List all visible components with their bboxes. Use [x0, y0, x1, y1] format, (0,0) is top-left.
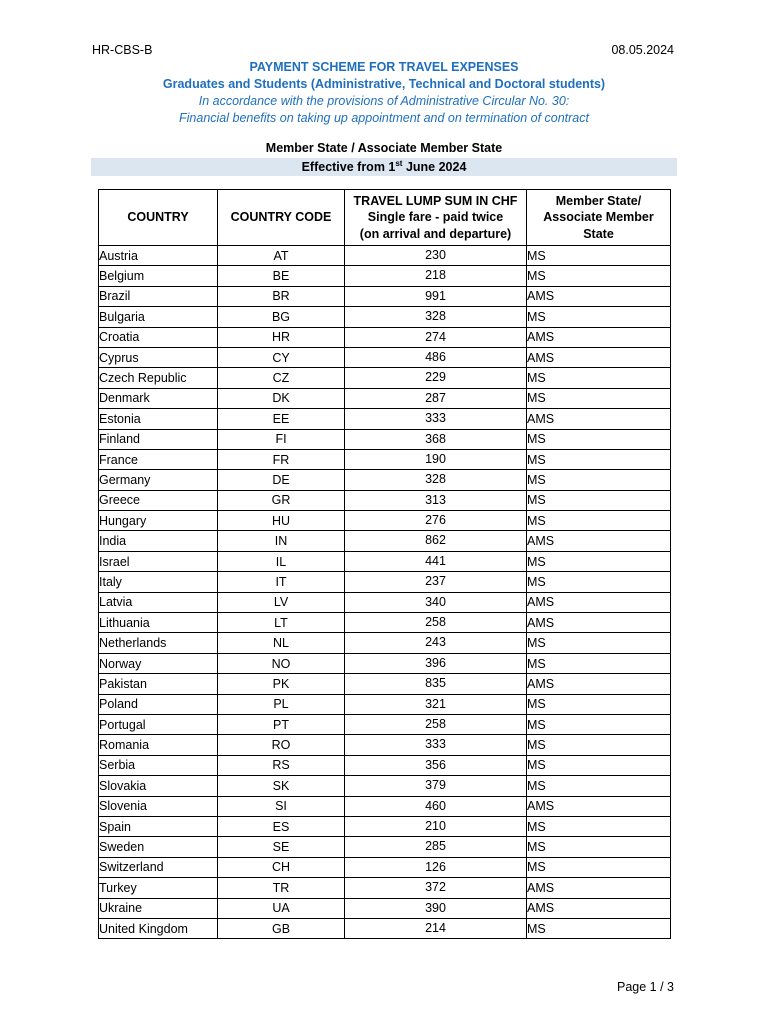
- cell-country: Croatia: [99, 327, 218, 347]
- cell-member-status: AMS: [527, 531, 671, 551]
- cell-country-code: UA: [218, 898, 345, 918]
- cell-lump-sum: 210: [345, 816, 527, 836]
- table-row: [99, 388, 671, 408]
- title-payment-scheme: PAYMENT SCHEME FOR TRAVEL EXPENSES: [249, 60, 519, 74]
- table-row: [99, 674, 671, 694]
- table-row: [99, 368, 671, 388]
- cell-country-code: SK: [218, 776, 345, 796]
- cell-country: United Kingdom: [99, 918, 218, 938]
- cell-country: Austria: [99, 246, 218, 266]
- document-reference: HR-CBS-B: [92, 43, 153, 57]
- cell-country: Latvia: [99, 592, 218, 612]
- cell-member-status: MS: [527, 511, 671, 531]
- cell-member-status: MS: [527, 572, 671, 592]
- cell-lump-sum: 258: [345, 714, 527, 734]
- cell-country: Portugal: [99, 714, 218, 734]
- cell-country-code: DE: [218, 470, 345, 490]
- cell-lump-sum: 276: [345, 511, 527, 531]
- cell-country-code: FR: [218, 449, 345, 469]
- effective-date-banner: [91, 158, 677, 176]
- cell-country-code: PT: [218, 714, 345, 734]
- cell-country-code: FI: [218, 429, 345, 449]
- cell-member-status: MS: [527, 755, 671, 775]
- cell-lump-sum: 214: [345, 918, 527, 938]
- table-row: [99, 286, 671, 306]
- cell-lump-sum: 379: [345, 776, 527, 796]
- cell-country-code: TR: [218, 878, 345, 898]
- cell-member-status: AMS: [527, 327, 671, 347]
- table-row: [99, 714, 671, 734]
- effective-prefix: Effective from 1: [301, 160, 396, 174]
- table-row: [99, 613, 671, 633]
- header-amount-line1: TRAVEL LUMP SUM IN CHF: [353, 193, 518, 208]
- header-status-line1: Member State/: [555, 193, 642, 208]
- cell-lump-sum: 835: [345, 674, 527, 694]
- cell-country: Switzerland: [99, 857, 218, 877]
- cell-country-code: IL: [218, 551, 345, 571]
- cell-country-code: LV: [218, 592, 345, 612]
- cell-lump-sum: 321: [345, 694, 527, 714]
- table-row: [99, 776, 671, 796]
- cell-country: Cyprus: [99, 347, 218, 367]
- table-row: [99, 246, 671, 266]
- cell-lump-sum: 486: [345, 347, 527, 367]
- table-header-row: [99, 190, 671, 246]
- table-row: [99, 633, 671, 653]
- cell-country: Slovakia: [99, 776, 218, 796]
- header-country: COUNTRY: [99, 190, 218, 246]
- table-row: [99, 796, 671, 816]
- cell-member-status: MS: [527, 776, 671, 796]
- table-row: [99, 531, 671, 551]
- document-date: 08.05.2024: [611, 43, 674, 57]
- header-status-line3: State: [583, 226, 614, 241]
- cell-country-code: GB: [218, 918, 345, 938]
- cell-member-status: MS: [527, 633, 671, 653]
- cell-lump-sum: 862: [345, 531, 527, 551]
- table-row: [99, 653, 671, 673]
- cell-country: Czech Republic: [99, 368, 218, 388]
- cell-member-status: AMS: [527, 592, 671, 612]
- table-row: [99, 347, 671, 367]
- table-row: [99, 511, 671, 531]
- cell-country: Greece: [99, 490, 218, 510]
- cell-country-code: HR: [218, 327, 345, 347]
- cell-member-status: MS: [527, 653, 671, 673]
- cell-country-code: PL: [218, 694, 345, 714]
- table-body: [99, 246, 671, 939]
- cell-country: Sweden: [99, 837, 218, 857]
- travel-lump-sum-table: [98, 189, 671, 939]
- cell-member-status: MS: [527, 307, 671, 327]
- header-country-code: COUNTRY CODE: [218, 190, 345, 246]
- cell-country-code: PK: [218, 674, 345, 694]
- cell-member-status: MS: [527, 449, 671, 469]
- cell-country: Hungary: [99, 511, 218, 531]
- table-row: [99, 307, 671, 327]
- cell-country-code: NO: [218, 653, 345, 673]
- cell-country: Bulgaria: [99, 307, 218, 327]
- table-row: [99, 755, 671, 775]
- cell-lump-sum: 190: [345, 449, 527, 469]
- title-audience: Graduates and Students (Administrative, Technical and Doctoral students): [162, 77, 606, 91]
- cell-lump-sum: 126: [345, 857, 527, 877]
- cell-country-code: BR: [218, 286, 345, 306]
- cell-lump-sum: 258: [345, 613, 527, 633]
- cell-country-code: HU: [218, 511, 345, 531]
- table-row: [99, 449, 671, 469]
- cell-country-code: BG: [218, 307, 345, 327]
- cell-member-status: MS: [527, 368, 671, 388]
- cell-country: Netherlands: [99, 633, 218, 653]
- table-row: [99, 266, 671, 286]
- cell-country: Spain: [99, 816, 218, 836]
- table-row: [99, 572, 671, 592]
- cell-member-status: AMS: [527, 613, 671, 633]
- cell-member-status: MS: [527, 246, 671, 266]
- header-amount-line2: Single fare - paid twice: [367, 210, 504, 225]
- cell-lump-sum: 340: [345, 592, 527, 612]
- cell-lump-sum: 287: [345, 388, 527, 408]
- cell-country: Turkey: [99, 878, 218, 898]
- cell-country-code: NL: [218, 633, 345, 653]
- cell-country-code: IN: [218, 531, 345, 551]
- table-row: [99, 735, 671, 755]
- section-heading: Member State / Associate Member State: [265, 141, 503, 155]
- cell-lump-sum: 229: [345, 368, 527, 388]
- cell-member-status: MS: [527, 735, 671, 755]
- table-row: [99, 429, 671, 449]
- cell-country-code: ES: [218, 816, 345, 836]
- cell-country-code: EE: [218, 409, 345, 429]
- cell-lump-sum: 230: [345, 246, 527, 266]
- cell-country-code: RO: [218, 735, 345, 755]
- cell-lump-sum: 991: [345, 286, 527, 306]
- cell-country: Ukraine: [99, 898, 218, 918]
- document-titles: [0, 59, 768, 127]
- cell-country: Brazil: [99, 286, 218, 306]
- table-row: [99, 837, 671, 857]
- cell-country-code: AT: [218, 246, 345, 266]
- cell-lump-sum: 285: [345, 837, 527, 857]
- cell-country: Germany: [99, 470, 218, 490]
- table-row: [99, 327, 671, 347]
- cell-country: Pakistan: [99, 674, 218, 694]
- cell-lump-sum: 460: [345, 796, 527, 816]
- table-row: [99, 878, 671, 898]
- table-row: [99, 857, 671, 877]
- effective-ordinal: st: [395, 158, 403, 168]
- cell-lump-sum: 368: [345, 429, 527, 449]
- cell-lump-sum: 274: [345, 327, 527, 347]
- cell-member-status: MS: [527, 816, 671, 836]
- cell-country-code: GR: [218, 490, 345, 510]
- cell-country: Belgium: [99, 266, 218, 286]
- cell-member-status: AMS: [527, 898, 671, 918]
- cell-member-status: MS: [527, 694, 671, 714]
- cell-lump-sum: 237: [345, 572, 527, 592]
- table-row: [99, 816, 671, 836]
- cell-country: Estonia: [99, 409, 218, 429]
- table-row: [99, 592, 671, 612]
- effective-suffix: June 2024: [402, 160, 467, 174]
- cell-country: Norway: [99, 653, 218, 673]
- cell-country: Israel: [99, 551, 218, 571]
- cell-country-code: RS: [218, 755, 345, 775]
- cell-country: India: [99, 531, 218, 551]
- cell-member-status: AMS: [527, 347, 671, 367]
- table-row: [99, 490, 671, 510]
- cell-lump-sum: 313: [345, 490, 527, 510]
- cell-country: Poland: [99, 694, 218, 714]
- cell-country: France: [99, 449, 218, 469]
- table-row: [99, 470, 671, 490]
- cell-member-status: MS: [527, 837, 671, 857]
- cell-lump-sum: 441: [345, 551, 527, 571]
- header-status-line2: Associate Member: [543, 210, 654, 225]
- cell-lump-sum: 396: [345, 653, 527, 673]
- cell-member-status: AMS: [527, 286, 671, 306]
- cell-lump-sum: 333: [345, 735, 527, 755]
- cell-country-code: CH: [218, 857, 345, 877]
- cell-member-status: MS: [527, 918, 671, 938]
- cell-member-status: MS: [527, 429, 671, 449]
- cell-member-status: MS: [527, 714, 671, 734]
- cell-country-code: LT: [218, 613, 345, 633]
- cell-country-code: DK: [218, 388, 345, 408]
- title-circular-reference: In accordance with the provisions of Administrative Circular No. 30:: [198, 94, 570, 108]
- cell-country: Serbia: [99, 755, 218, 775]
- cell-country: Finland: [99, 429, 218, 449]
- cell-country: Lithuania: [99, 613, 218, 633]
- cell-country-code: SI: [218, 796, 345, 816]
- cell-member-status: MS: [527, 266, 671, 286]
- cell-country: Italy: [99, 572, 218, 592]
- cell-lump-sum: 218: [345, 266, 527, 286]
- cell-member-status: MS: [527, 857, 671, 877]
- cell-member-status: AMS: [527, 796, 671, 816]
- cell-country: Denmark: [99, 388, 218, 408]
- cell-lump-sum: 372: [345, 878, 527, 898]
- table-row: [99, 694, 671, 714]
- cell-country-code: CY: [218, 347, 345, 367]
- cell-lump-sum: 243: [345, 633, 527, 653]
- cell-member-status: AMS: [527, 674, 671, 694]
- cell-country: Slovenia: [99, 796, 218, 816]
- cell-lump-sum: 328: [345, 470, 527, 490]
- cell-country-code: BE: [218, 266, 345, 286]
- cell-lump-sum: 333: [345, 409, 527, 429]
- cell-member-status: MS: [527, 470, 671, 490]
- header-travel-lump-sum: [345, 190, 527, 246]
- cell-member-status: MS: [527, 388, 671, 408]
- cell-country-code: CZ: [218, 368, 345, 388]
- table-row: [99, 409, 671, 429]
- table-row: [99, 918, 671, 938]
- cell-country: Romania: [99, 735, 218, 755]
- cell-lump-sum: 356: [345, 755, 527, 775]
- header-member-state: [527, 190, 671, 246]
- cell-member-status: AMS: [527, 409, 671, 429]
- title-financial-benefits: Financial benefits on taking up appointment and on termination of contract: [179, 111, 589, 125]
- cell-member-status: MS: [527, 490, 671, 510]
- header-amount-line3: (on arrival and departure): [359, 226, 512, 241]
- cell-country-code: IT: [218, 572, 345, 592]
- cell-lump-sum: 390: [345, 898, 527, 918]
- cell-member-status: MS: [527, 551, 671, 571]
- cell-lump-sum: 328: [345, 307, 527, 327]
- page-number: Page 1 / 3: [617, 980, 674, 994]
- table-row: [99, 551, 671, 571]
- cell-country-code: SE: [218, 837, 345, 857]
- cell-member-status: AMS: [527, 878, 671, 898]
- table-row: [99, 898, 671, 918]
